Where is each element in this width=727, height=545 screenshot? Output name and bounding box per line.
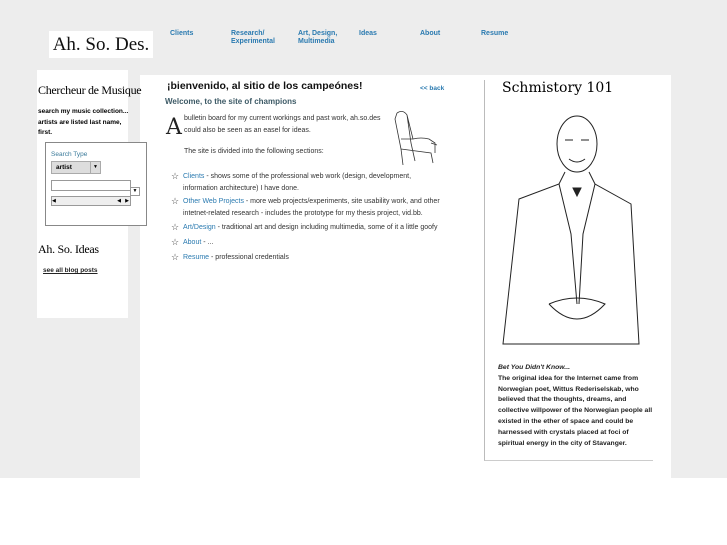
back-link[interactable]: << back: [420, 85, 445, 92]
star-icon: ☆: [171, 237, 180, 247]
drop-cap: A: [166, 115, 182, 140]
star-icon: ☆: [171, 171, 180, 181]
art-design-link[interactable]: Art/Design: [183, 224, 216, 231]
search-type-select[interactable]: [51, 161, 101, 174]
list-item: [171, 252, 441, 264]
list-item: [171, 196, 441, 220]
clients-link[interactable]: Clients: [183, 173, 205, 180]
page-subtitle: Welcome, to the site of champions: [165, 97, 297, 106]
music-search-widget: [45, 142, 147, 226]
scroll-left-icon[interactable]: ◀: [52, 198, 56, 204]
see-all-blog-posts-link[interactable]: see all blog posts: [43, 267, 98, 274]
star-icon: ☆: [171, 222, 180, 232]
nav-resume[interactable]: Resume: [481, 30, 509, 37]
portrait-illustration: [499, 104, 645, 354]
chevron-down-icon: ▼: [90, 162, 100, 173]
section-description: - more web projects/experiments, site usability work, and other intetnet-related research - includes the prototype for my thesis project, vid.bb.: [183, 198, 440, 217]
star-icon: ☆: [171, 252, 180, 262]
nav-about[interactable]: About: [420, 30, 441, 37]
search-type-value: artist: [56, 164, 72, 171]
music-description: search my music collection... artists are listed last name, first.: [38, 108, 129, 136]
horizontal-scrollbar[interactable]: [51, 196, 131, 206]
other-web-projects-link[interactable]: Other Web Projects: [183, 198, 244, 205]
scroll-left-icon-2[interactable]: ◀: [117, 198, 121, 204]
right-column: [484, 80, 653, 461]
nav-research[interactable]: Research/ Experimental: [231, 30, 275, 45]
fact-text: The original idea for the Internet came from Norwegian poet, Wittus Rederiselskab, who believed that the thoughts, dreams, and collective willpower of the Norwegian people all existed in the ether of space and could be harnessed with crystals placed at foci of spiritual energy in the city of Stavanger.: [498, 374, 653, 447]
search-input[interactable]: [51, 180, 131, 191]
search-type-label: Search Type: [51, 151, 88, 158]
fact-heading: Bet You Didn't Know...: [498, 364, 570, 371]
about-link[interactable]: About: [183, 239, 202, 246]
nav-clients[interactable]: Clients: [170, 30, 194, 37]
section-description: - shows some of the professional web work (design, development, information architecture) I have done.: [183, 173, 412, 192]
resume-link[interactable]: Resume: [183, 254, 210, 261]
page-title: ¡bienvenido, al sitio de los campeónes!: [167, 80, 363, 92]
list-item: [171, 222, 441, 234]
results-dropdown-button[interactable]: ▼: [130, 187, 140, 196]
ideas-title: Ah. So. Ideas: [38, 242, 99, 256]
music-title: Chercheur de Musique: [38, 83, 142, 97]
intro-text: bulletin board for my current workings and past work, ah.so.des could also be seen as an easel for ideas.: [184, 115, 381, 134]
nav-ideas[interactable]: Ideas: [359, 30, 377, 37]
list-item: [171, 237, 441, 249]
nav-art-design[interactable]: Art, Design, Multimedia: [298, 30, 338, 45]
section-description: - professional credentials: [209, 254, 289, 261]
left-sidebar: [37, 70, 142, 318]
sections-intro: The site is divided into the following sections:: [184, 148, 324, 155]
site-logo[interactable]: Ah. So. Des.: [49, 31, 153, 58]
fun-fact: [498, 363, 653, 449]
section-description: - ...: [201, 239, 214, 246]
list-item: [171, 171, 441, 195]
star-icon: ☆: [171, 196, 180, 206]
schmistory-title: Schmistory 101: [502, 80, 614, 96]
armchair-illustration: [391, 109, 441, 169]
scroll-right-icon[interactable]: ▶: [125, 198, 129, 204]
section-description: - traditional art and design including multimedia, some of it a little goofy: [215, 224, 438, 231]
